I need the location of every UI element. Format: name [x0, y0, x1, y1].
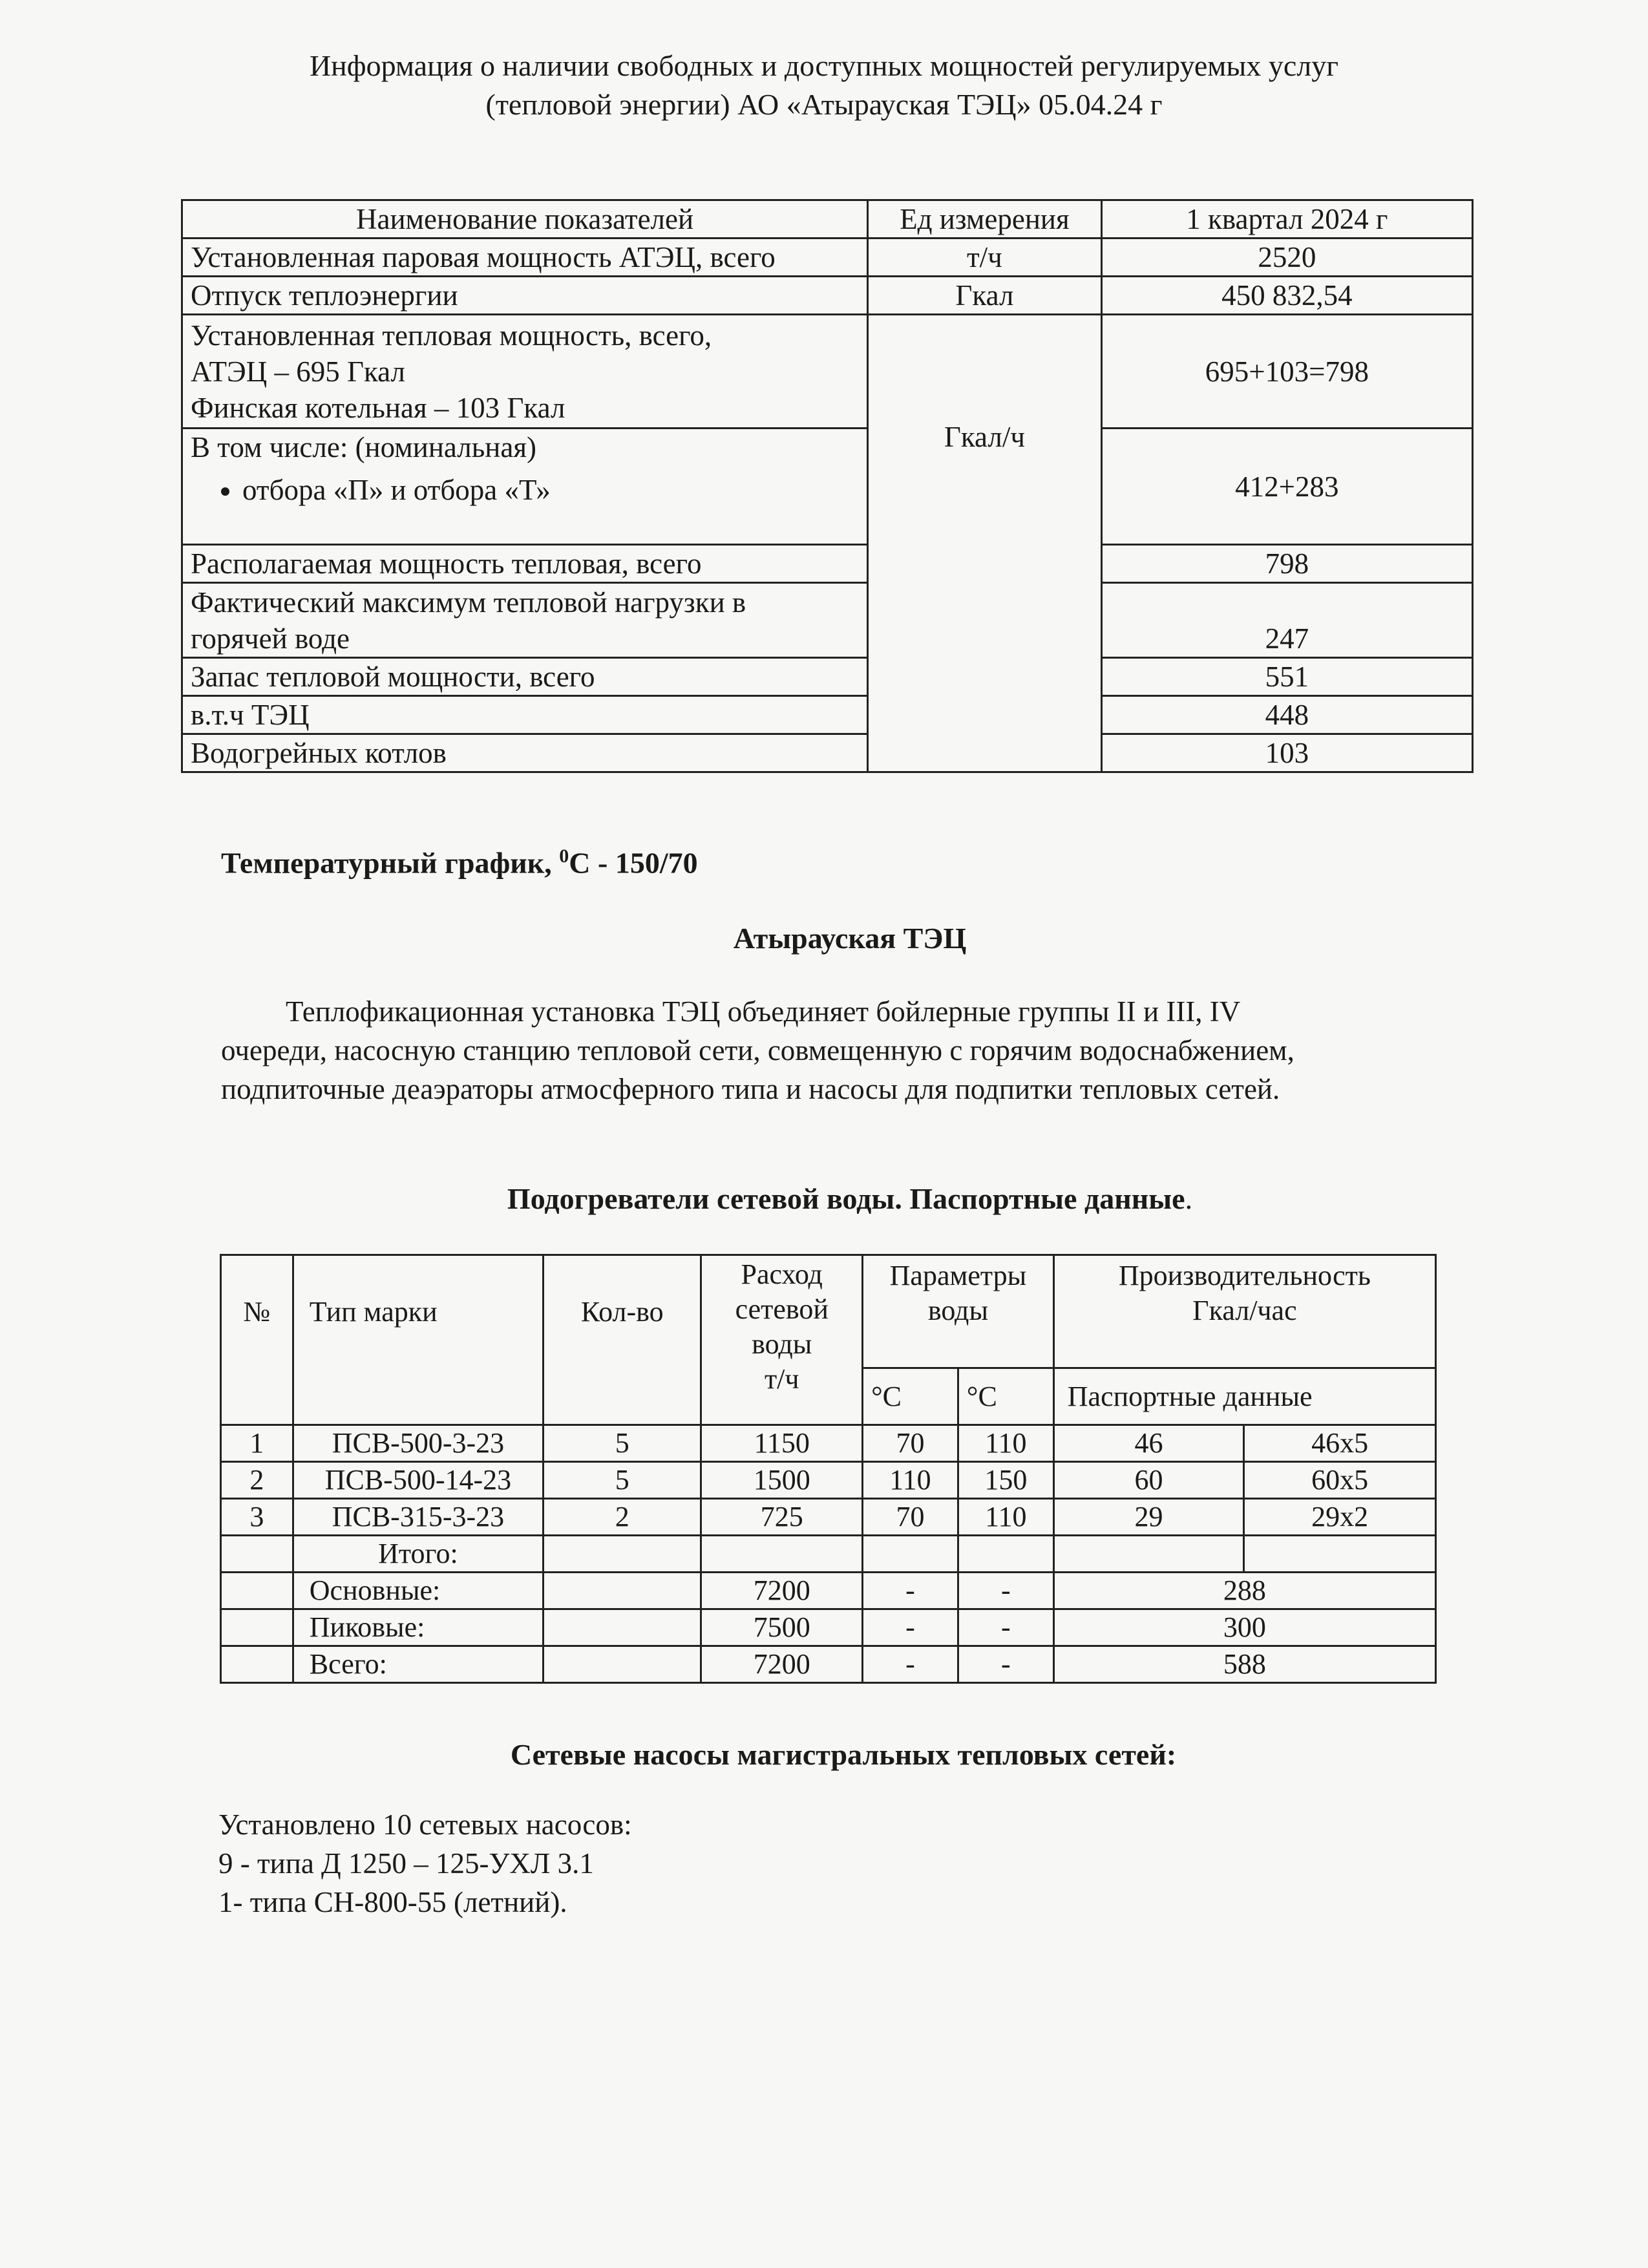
cell-empty [544, 1646, 701, 1683]
cell-t-out: - [958, 1573, 1053, 1609]
heaters-title-text: Подогреватели сетевой воды. Паспортные данные [507, 1182, 1185, 1215]
heaters-title [0, 1182, 1648, 1216]
header-cell: № [221, 1255, 293, 1425]
cell-flow: 7200 [701, 1573, 863, 1609]
cell-empty [221, 1609, 293, 1646]
row-name-line: В том числе: (номинальная) [191, 431, 537, 463]
row-value: 695+103=798 [1101, 315, 1472, 429]
table-row [221, 1425, 1436, 1462]
cell-type: ПСВ-315-3-23 [293, 1499, 543, 1536]
row-name-line: Финская котельная – 103 Гкал [191, 391, 565, 424]
bullet-list [191, 472, 859, 508]
cell-t-in: - [863, 1609, 958, 1646]
row-name [182, 315, 868, 429]
cell-empty [1053, 1536, 1244, 1573]
row-value: 247 [1101, 583, 1472, 658]
title-line-2: (тепловой энергии) АО «Атырауская ТЭЦ» 05.04.24 г [485, 88, 1163, 121]
cell-empty [221, 1646, 293, 1683]
cell-type: ПСВ-500-3-23 [293, 1425, 543, 1462]
table-row [221, 1499, 1436, 1536]
header-cell: Наименование показателей [182, 200, 868, 238]
header-line: воды [927, 1295, 988, 1326]
cell-perf: 288 [1053, 1573, 1435, 1609]
cell-flow: 1150 [701, 1425, 863, 1462]
cell-summary-label: Всего: [293, 1646, 543, 1683]
cell-num: 2 [221, 1462, 293, 1499]
cell-perf: 60 [1053, 1462, 1244, 1499]
pumps-list [218, 1805, 632, 1922]
row-name: Установленная паровая мощность АТЭЦ, всего [182, 238, 868, 277]
row-value: 412+283 [1101, 429, 1472, 545]
header-cell: °С [958, 1368, 1053, 1425]
header-cell: °С [863, 1368, 958, 1425]
table-row [182, 277, 1473, 315]
cell-empty [863, 1536, 958, 1573]
header-cell [1053, 1255, 1435, 1368]
table-header-row [182, 200, 1473, 238]
cell-t-in: 70 [863, 1499, 958, 1536]
cell-qty: 5 [544, 1425, 701, 1462]
cell-t-in: - [863, 1573, 958, 1609]
cell-t-in: 70 [863, 1425, 958, 1462]
cell-t-out: 110 [958, 1499, 1053, 1536]
cell-perf: 29 [1053, 1499, 1244, 1536]
row-name: в.т.ч ТЭЦ [182, 696, 868, 734]
cell-perf: 300 [1053, 1609, 1435, 1646]
header-cell: 1 квартал 2024 г [1101, 200, 1472, 238]
header-cell: Паспортные данные [1053, 1368, 1435, 1425]
table-row [182, 583, 1473, 658]
cell-perf-total: 60х5 [1244, 1462, 1436, 1499]
header-line: воды [752, 1328, 812, 1360]
cell-empty [544, 1573, 701, 1609]
cell-perf-total: 29х2 [1244, 1499, 1436, 1536]
table-row [182, 696, 1473, 734]
paragraph-line: очереди, насосную станцию тепловой сети, совмещенную с горячим водоснабжением, [221, 1034, 1294, 1066]
cell-perf-total: 46х5 [1244, 1425, 1436, 1462]
row-unit: Гкал [868, 277, 1102, 315]
paragraph-line: подпиточные деаэраторы атмосферного типа и насосы для подпитки тепловых сетей. [221, 1073, 1280, 1105]
table-row [182, 545, 1473, 583]
cell-qty: 2 [544, 1499, 701, 1536]
cell-total-label: Итого: [293, 1536, 543, 1573]
document-title [0, 47, 1648, 124]
table-row [182, 315, 1473, 429]
cell-type: ПСВ-500-14-23 [293, 1462, 543, 1499]
header-cell: Тип марки [293, 1255, 543, 1425]
cell-empty [544, 1536, 701, 1573]
row-value: 2520 [1101, 238, 1472, 277]
summary-row [221, 1573, 1436, 1609]
header-cell [863, 1255, 1054, 1368]
cell-perf: 588 [1053, 1646, 1435, 1683]
row-name: Запас тепловой мощности, всего [182, 658, 868, 696]
row-name [182, 429, 868, 545]
cell-num: 1 [221, 1425, 293, 1462]
row-value: 448 [1101, 696, 1472, 734]
cell-qty: 5 [544, 1462, 701, 1499]
cell-t-out: - [958, 1609, 1053, 1646]
header-line: Расход [741, 1258, 823, 1290]
cell-flow: 1500 [701, 1462, 863, 1499]
temperature-value: С - 150/70 [569, 846, 698, 880]
table-row [182, 429, 1473, 545]
total-row [221, 1536, 1436, 1573]
table-row [182, 238, 1473, 277]
cell-t-out: 150 [958, 1462, 1053, 1499]
row-name: Водогрейных котлов [182, 734, 868, 772]
pumps-line: Установлено 10 сетевых насосов: [218, 1808, 632, 1841]
table-header-row [221, 1255, 1436, 1368]
row-value: 798 [1101, 545, 1472, 583]
cell-t-out: 110 [958, 1425, 1053, 1462]
cell-t-in: 110 [863, 1462, 958, 1499]
cell-t-out: - [958, 1646, 1053, 1683]
cell-empty [221, 1536, 293, 1573]
pumps-line: 1- типа СН-800-55 (летний). [218, 1886, 567, 1918]
cell-perf: 46 [1053, 1425, 1244, 1462]
cell-empty [701, 1536, 863, 1573]
temperature-schedule [221, 845, 698, 880]
merged-unit-cell: Гкал/ч [868, 315, 1102, 772]
cell-empty [1244, 1536, 1436, 1573]
table-row [221, 1462, 1436, 1499]
header-cell: Ед измерения [868, 200, 1102, 238]
plant-paragraph [221, 992, 1481, 1108]
header-line: Производительность [1118, 1260, 1371, 1291]
plant-title: Атырауская ТЭЦ [733, 922, 967, 955]
header-line: Гкал/час [1192, 1295, 1297, 1326]
header-cell: Кол-во [544, 1255, 701, 1425]
cell-empty [958, 1536, 1053, 1573]
row-value: 450 832,54 [1101, 277, 1472, 315]
row-name-line: горячей воде [191, 622, 350, 655]
summary-row [221, 1646, 1436, 1683]
table-row [182, 658, 1473, 696]
row-name: Располагаемая мощность тепловая, всего [182, 545, 868, 583]
summary-row [221, 1609, 1436, 1646]
temperature-sup: 0 [559, 845, 569, 867]
row-name: Отпуск теплоэнергии [182, 277, 868, 315]
cell-summary-label: Пиковые: [293, 1609, 543, 1646]
pumps-line: 9 - типа Д 1250 – 125-УХЛ 3.1 [218, 1847, 594, 1880]
header-cell [701, 1255, 863, 1425]
paragraph-line: Теплофикационная установка ТЭЦ объединяет бойлерные группы II и III, IV [286, 995, 1241, 1028]
cell-t-in: - [863, 1646, 958, 1683]
capacity-table [181, 199, 1474, 773]
pumps-title: Сетевые насосы магистральных тепловых сетей: [510, 1738, 1177, 1771]
header-line: сетевой [735, 1293, 829, 1325]
cell-empty [544, 1609, 701, 1646]
row-name [182, 583, 868, 658]
table-row [182, 734, 1473, 772]
heaters-title-dot: . [1185, 1182, 1193, 1215]
row-name-line: АТЭЦ – 695 Гкал [191, 355, 406, 388]
temperature-label: Температурный график, [221, 846, 560, 880]
row-unit: т/ч [868, 238, 1102, 277]
cell-flow: 7200 [701, 1646, 863, 1683]
cell-flow: 7500 [701, 1609, 863, 1646]
cell-flow: 725 [701, 1499, 863, 1536]
row-value: 551 [1101, 658, 1472, 696]
header-line: Параметры [889, 1260, 1027, 1291]
cell-num: 3 [221, 1499, 293, 1536]
heaters-table [220, 1254, 1437, 1684]
cell-summary-label: Основные: [293, 1573, 543, 1609]
row-name-line: Фактический максимум тепловой нагрузки в [191, 586, 746, 619]
title-line-1: Информация о наличии свободных и доступных мощностей регулируемых услуг [309, 49, 1339, 82]
row-name-line: Установленная тепловая мощность, всего, [191, 319, 712, 352]
list-item: • отбора «П» и отбора «Т» [242, 472, 859, 508]
row-value: 103 [1101, 734, 1472, 772]
header-line: т/ч [764, 1363, 799, 1395]
cell-empty [221, 1573, 293, 1609]
